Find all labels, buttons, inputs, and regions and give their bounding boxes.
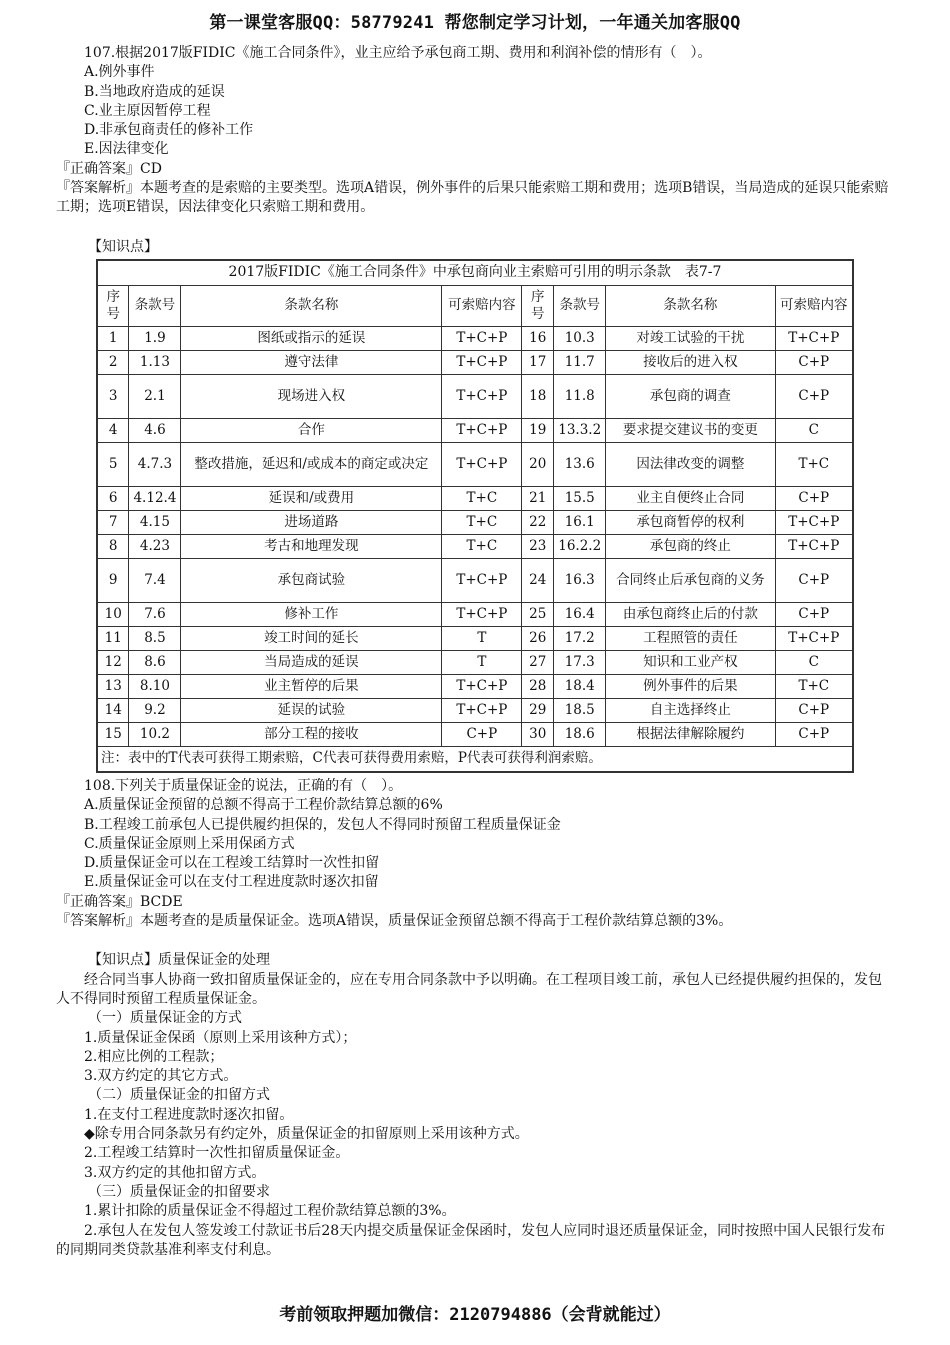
- table-cell: 合作: [181, 418, 442, 442]
- table-cell: 15: [97, 722, 129, 746]
- q107-analysis: 『答案解析』本题考查的是索赔的主要类型。选项A错误，例外事件的后果只能索赔工期和费用；选项B错误，当局造成的延误只能索赔工期；选项E错误，因法律变化只索赔工期和费用。: [56, 180, 889, 216]
- table-cell: 19: [522, 418, 554, 442]
- table-cell: 现场进入权: [181, 374, 442, 418]
- table-row: [97, 326, 853, 350]
- table-cell: 10: [97, 602, 129, 626]
- section3-title: （三）质量保证金的扣留要求: [88, 1183, 270, 1200]
- table-cell: C+P: [775, 722, 853, 746]
- table-cell: 11.8: [554, 374, 606, 418]
- table-cell: T: [442, 650, 522, 674]
- table-cell: 18.6: [554, 722, 606, 746]
- table-cell: 30: [522, 722, 554, 746]
- section1-title: （一）质量保证金的方式: [88, 1010, 242, 1027]
- table-cell: T+C+P: [442, 674, 522, 698]
- knowledge-label: 【知识点】: [88, 238, 158, 255]
- table-cell: T+C: [442, 510, 522, 534]
- table-cell: 17: [522, 350, 554, 374]
- table-cell: 承包商试验: [181, 558, 442, 602]
- table-cell: 承包商的调查: [606, 374, 775, 418]
- q107-option-a: A.例外事件: [84, 64, 155, 81]
- table-cell: 2.1: [129, 374, 181, 418]
- q108-question: 108.下列关于质量保证金的说法，正确的有（ ）。: [84, 777, 403, 794]
- table-cell: 遵守法律: [181, 350, 442, 374]
- table-cell: 考古和地理发现: [181, 534, 442, 558]
- header-cell: 条款名称: [181, 285, 442, 326]
- q108-option-c: C.质量保证金原则上采用保函方式: [84, 835, 295, 852]
- table-cell: 16.1: [554, 510, 606, 534]
- table-row: [97, 418, 853, 442]
- table-cell: 进场道路: [181, 510, 442, 534]
- table-cell: 29: [522, 698, 554, 722]
- table-cell: 承包商暂停的权利: [606, 510, 775, 534]
- header-cell: 条款号: [554, 285, 606, 326]
- table-cell: 修补工作: [181, 602, 442, 626]
- table-row: [97, 486, 853, 510]
- table-cell: 8.6: [129, 650, 181, 674]
- table-cell: 7: [97, 510, 129, 534]
- header-cell: 条款名称: [606, 285, 775, 326]
- q107-option-c: C.业主原因暂停工程: [84, 102, 211, 119]
- table-cell: 4.23: [129, 534, 181, 558]
- table-cell: 1.9: [129, 326, 181, 350]
- q107-answer: 『正确答案』CD: [56, 160, 162, 177]
- table-cell: 8.5: [129, 626, 181, 650]
- page-header: 第一课堂客服QQ：58779241 帮您制定学习计划，一年通关加客服QQ: [209, 13, 741, 33]
- table-cell: 工程照管的责任: [606, 626, 775, 650]
- table-cell: 4.12.4: [129, 486, 181, 510]
- table-caption: 2017版FIDIC《施工合同条件》中承包商向业主索赔可引用的明示条款 表7-7: [97, 260, 853, 286]
- table-cell: 27: [522, 650, 554, 674]
- section3-item: 2.承包人在发包人签发竣工付款证书后28天内提交质量保证金保函时，发包人应同时退还质量保证金，同时按照中国人民银行发布的同期同类贷款基准利率支付利息。: [56, 1222, 886, 1258]
- table-row: [97, 674, 853, 698]
- table-cell: 13.3.2: [554, 418, 606, 442]
- q107-question: 107.根据2017版FIDIC《施工合同条件》，业主应给予承包商工期、费用和利润补偿的情形有（ ）。: [84, 45, 712, 61]
- table-cell: 8.10: [129, 674, 181, 698]
- table-body: [97, 326, 853, 746]
- q107-option-e: E.因法律变化: [84, 141, 169, 158]
- table-cell: 18.5: [554, 698, 606, 722]
- table-cell: 16.2.2: [554, 534, 606, 558]
- section3-item: 1.累计扣除的质量保证金不得超过工程价款结算总额的3%。: [84, 1203, 456, 1220]
- table-cell: C+P: [775, 558, 853, 602]
- table-cell: 4: [97, 418, 129, 442]
- table-cell: 5: [97, 442, 129, 486]
- table-cell: 18: [522, 374, 554, 418]
- table-cell: 要求提交建议书的变更: [606, 418, 775, 442]
- table-cell: T+C+P: [775, 510, 853, 534]
- table-row: [97, 650, 853, 674]
- table-cell: T+C+P: [442, 442, 522, 486]
- table-cell: T+C+P: [442, 418, 522, 442]
- table-cell: T+C: [775, 442, 853, 486]
- q107-option-d: D.非承包商责任的修补工作: [84, 122, 254, 139]
- table-cell: T+C: [775, 674, 853, 698]
- table-cell: 3: [97, 374, 129, 418]
- table-cell: 16.3: [554, 558, 606, 602]
- table-cell: 业主暂停的后果: [181, 674, 442, 698]
- table-cell: T+C: [442, 486, 522, 510]
- table-cell: T+C+P: [442, 602, 522, 626]
- table-cell: 根据法律解除履约: [606, 722, 775, 746]
- table-cell: 对竣工试验的干扰: [606, 326, 775, 350]
- table-cell: 业主自便终止合同: [606, 486, 775, 510]
- table-header-row: [97, 285, 853, 326]
- table-cell: 24: [522, 558, 554, 602]
- table-cell: 10.3: [554, 326, 606, 350]
- table-cell: 11: [97, 626, 129, 650]
- section2-item: 2.工程竣工结算时一次性扣留质量保证金。: [84, 1145, 350, 1162]
- table-cell: C: [775, 650, 853, 674]
- table-cell: 18.4: [554, 674, 606, 698]
- table-row: [97, 722, 853, 746]
- table-cell: 合同终止后承包商的义务: [606, 558, 775, 602]
- table-cell: 承包商的终止: [606, 534, 775, 558]
- table-cell: C+P: [775, 350, 853, 374]
- knowledge2-title: 【知识点】质量保证金的处理: [88, 952, 270, 969]
- table-cell: 16: [522, 326, 554, 350]
- table-cell: 4.15: [129, 510, 181, 534]
- table-cell: 17.3: [554, 650, 606, 674]
- table-row: [97, 698, 853, 722]
- table-cell: T+C+P: [442, 326, 522, 350]
- table-cell: 26: [522, 626, 554, 650]
- table-cell: 7.4: [129, 558, 181, 602]
- q108-answer: 『正确答案』BCDE: [56, 893, 183, 910]
- table-cell: 1: [97, 326, 129, 350]
- table-row: [97, 626, 853, 650]
- table-cell: 4.6: [129, 418, 181, 442]
- table-cell: 竣工时间的延长: [181, 626, 442, 650]
- table-cell: C+P: [775, 602, 853, 626]
- q107-option-b: B.当地政府造成的延误: [84, 83, 225, 100]
- table-cell: 20: [522, 442, 554, 486]
- table-cell: 由承包商终止后的付款: [606, 602, 775, 626]
- table-cell: 图纸或指示的延误: [181, 326, 442, 350]
- table-cell: C+P: [442, 722, 522, 746]
- table-cell: 9: [97, 558, 129, 602]
- table-cell: C+P: [775, 698, 853, 722]
- table-row: [97, 534, 853, 558]
- table-row: [97, 602, 853, 626]
- table-cell: 2: [97, 350, 129, 374]
- table-cell: 部分工程的接收: [181, 722, 442, 746]
- table-row: [97, 558, 853, 602]
- section1-item: 3.双方约定的其它方式。: [84, 1068, 238, 1085]
- table-row: [97, 510, 853, 534]
- table-cell: 12: [97, 650, 129, 674]
- table-cell: T+C+P: [775, 534, 853, 558]
- table-cell: 17.2: [554, 626, 606, 650]
- table-cell: 16.4: [554, 602, 606, 626]
- table-cell: 1.13: [129, 350, 181, 374]
- table-cell: C+P: [775, 374, 853, 418]
- q108-option-b: B.工程竣工前承包人已提供履约担保的，发包人不得同时预留工程质量保证金: [84, 816, 561, 833]
- table-cell: 延误和/或费用: [181, 486, 442, 510]
- table-row: [97, 350, 853, 374]
- page-content: [56, 44, 894, 1260]
- table-note: 注：表中的T代表可获得工期索赔，C代表可获得费用索赔，P代表可获得利润索赔。: [97, 746, 853, 772]
- section2-item: 3.双方约定的其他扣留方式。: [84, 1164, 266, 1181]
- q108-option-d: D.质量保证金可以在工程竣工结算时一次性扣留: [84, 855, 380, 872]
- table-cell: 13: [97, 674, 129, 698]
- table-cell: 因法律改变的调整: [606, 442, 775, 486]
- table-cell: 4.7.3: [129, 442, 181, 486]
- section2-title: （二）质量保证金的扣留方式: [88, 1087, 270, 1104]
- table-cell: 整改措施，延迟和/或成本的商定或决定: [181, 442, 442, 486]
- table-cell: T+C+P: [442, 350, 522, 374]
- section2-item: ◆除专用合同条款另有约定外，质量保证金的扣留原则上采用该种方式。: [84, 1126, 529, 1143]
- header-cell: 可索赔内容: [775, 285, 853, 326]
- table-cell: 接收后的进入权: [606, 350, 775, 374]
- page-footer: 考前领取押题加微信：2120794886（会背就能过）: [279, 1305, 671, 1325]
- table-row: [97, 374, 853, 418]
- table-cell: 当局造成的延误: [181, 650, 442, 674]
- table-cell: T+C+P: [442, 698, 522, 722]
- header-cell: 序号: [97, 285, 129, 326]
- table-cell: 21: [522, 486, 554, 510]
- q108-analysis: 『答案解析』本题考查的是质量保证金。选项A错误，质量保证金预留总额不得高于工程价款结算总额的3%。: [56, 913, 733, 930]
- table-cell: 10.2: [129, 722, 181, 746]
- table-cell: 自主选择终止: [606, 698, 775, 722]
- table-cell: 13.6: [554, 442, 606, 486]
- header-cell: 条款号: [129, 285, 181, 326]
- table-row: [97, 442, 853, 486]
- knowledge2-intro: 经合同当事人协商一致扣留质量保证金的，应在专用合同条款中予以明确。在工程项目竣工前，承包人已经提供履约担保的，发包人不得同时预留工程质量保证金。: [56, 971, 882, 1007]
- table-cell: T+C+P: [442, 374, 522, 418]
- section2-item: 1.在支付工程进度款时逐次扣留。: [84, 1106, 294, 1123]
- table-cell: 11.7: [554, 350, 606, 374]
- table-cell: 8: [97, 534, 129, 558]
- table-cell: T: [442, 626, 522, 650]
- table-cell: 14: [97, 698, 129, 722]
- table-cell: 22: [522, 510, 554, 534]
- table-cell: 15.5: [554, 486, 606, 510]
- table-cell: 延误的试验: [181, 698, 442, 722]
- table-cell: 7.6: [129, 602, 181, 626]
- table-cell: 9.2: [129, 698, 181, 722]
- table-cell: T+C: [442, 534, 522, 558]
- table-cell: T+C+P: [775, 326, 853, 350]
- table-cell: C: [775, 418, 853, 442]
- section1-item: 2.相应比例的工程款；: [84, 1048, 224, 1065]
- table-cell: 28: [522, 674, 554, 698]
- table-cell: T+C+P: [442, 558, 522, 602]
- section1-item: 1.质量保证金保函（原则上采用该种方式）；: [84, 1029, 357, 1046]
- q108-option-e: E.质量保证金可以在支付工程进度款时逐次扣留: [84, 874, 379, 891]
- q108-option-a: A.质量保证金预留的总额不得高于工程价款结算总额的6%: [84, 797, 443, 814]
- table-cell: C+P: [775, 486, 853, 510]
- header-cell: 序号: [522, 285, 554, 326]
- table-cell: T+C+P: [775, 626, 853, 650]
- claim-clauses-table: [96, 259, 854, 773]
- table-cell: 23: [522, 534, 554, 558]
- table-cell: 知识和工业产权: [606, 650, 775, 674]
- table-cell: 例外事件的后果: [606, 674, 775, 698]
- table-cell: 6: [97, 486, 129, 510]
- header-cell: 可索赔内容: [442, 285, 522, 326]
- table-cell: 25: [522, 602, 554, 626]
